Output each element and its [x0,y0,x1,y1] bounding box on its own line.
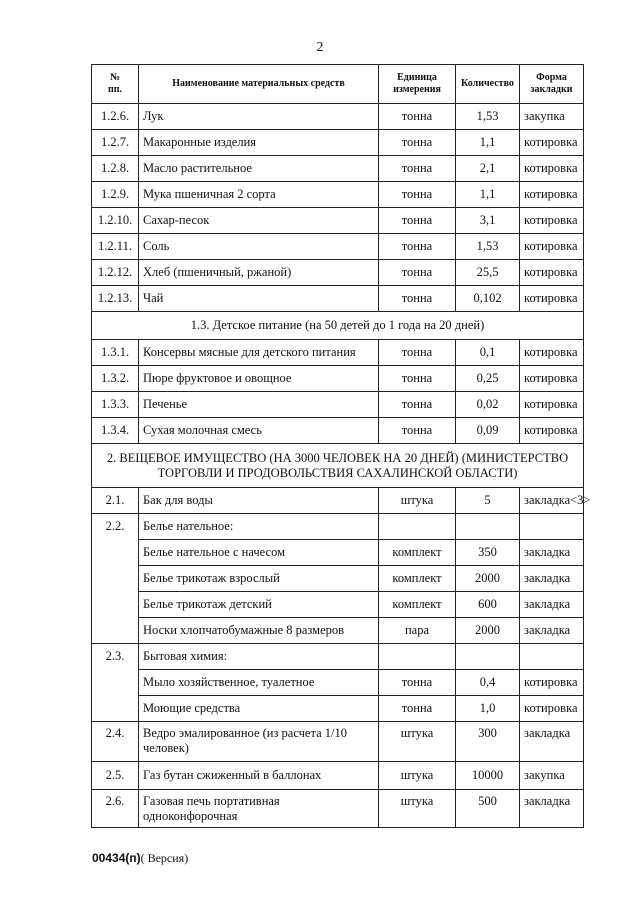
table-row: 1.3.2. Пюре фруктовое и овощное тонна 0,25 котировка [92,366,584,392]
header-qty: Количество [456,65,520,104]
header-num: № пп. [92,65,139,104]
table-row: 1.2.11. Соль тонна 1,53 котировка [92,234,584,260]
group-title-row: 2.3. Бытовая химия: [92,644,584,670]
table-row: 1.2.7. Макаронные изделия тонна 1,1 котировка [92,130,584,156]
table-row: 2.1. Бак для воды штука 5 закладка<3> [92,488,584,514]
table-row: 1.2.12. Хлеб (пшеничный, ржаной) тонна 25,5 котировка [92,260,584,286]
table-row: 2.4. Ведро эмалированное (из расчета 1/10 человек) штука 300 закладка [92,722,584,762]
section-2-title: 2. ВЕЩЕВОЕ ИМУЩЕСТВО (НА 3000 ЧЕЛОВЕК НА 20 ДНЕЙ) (МИНИСТЕРСТВО ТОРГОВЛИ И ПРОДОВОЛЬСТВИЯ САХАЛИНСКОЙ ОБЛАСТИ) [92,444,584,488]
document-code: 00434(п) [92,851,141,865]
table-row: 1.3.1. Консервы мясные для детского питания тонна 0,1 котировка [92,340,584,366]
version-label: ( Версия) [140,851,189,865]
header-form: Форма закладки [520,65,584,104]
section-row [92,444,584,488]
table-row: Белье трикотаж взрослый комплект 2000 закладка [92,566,584,592]
document-footer [92,851,188,866]
group-title-row: 2.2. Белье нательное: [92,514,584,540]
table-row: 2.5. Газ бутан сжиженный в баллонах штука 10000 закупка [92,762,584,790]
table-row: 1.3.3. Печенье тонна 0,02 котировка [92,392,584,418]
table-row: Белье нательное с начесом комплект 350 закладка [92,540,584,566]
page-number: 2 [316,40,324,55]
table-row: 2.6. Газовая печь портативная одноконфорочная штука 500 закладка [92,790,584,828]
table-row: 1.2.9. Мука пшеничная 2 сорта тонна 1,1 котировка [92,182,584,208]
table-row: 1.2.10. Сахар-песок тонна 3,1 котировка [92,208,584,234]
header-unit: Единица измерения [379,65,456,104]
table-row: 1.3.4. Сухая молочная смесь тонна 0,09 котировка [92,418,584,444]
section-row [92,312,584,340]
table-row: 1.2.6. Лук тонна 1,53 закупка [92,104,584,130]
table-row: 1.2.8. Масло растительное тонна 2,1 котировка [92,156,584,182]
table-header [92,65,584,104]
header-name: Наименование материальных средств [139,65,379,104]
section-1-3-title: 1.3. Детское питание (на 50 детей до 1 года на 20 дней) [92,312,584,340]
table-row: Носки хлопчатобумажные 8 размеров пара 2000 закладка [92,618,584,644]
table-row: 1.2.13. Чай тонна 0,102 котировка [92,286,584,312]
table-row: Моющие средства тонна 1,0 котировка [92,696,584,722]
table-row: Белье трикотаж детский комплект 600 закладка [92,592,584,618]
table-row: Мыло хозяйственное, туалетное тонна 0,4 котировка [92,670,584,696]
materials-table [91,64,591,828]
